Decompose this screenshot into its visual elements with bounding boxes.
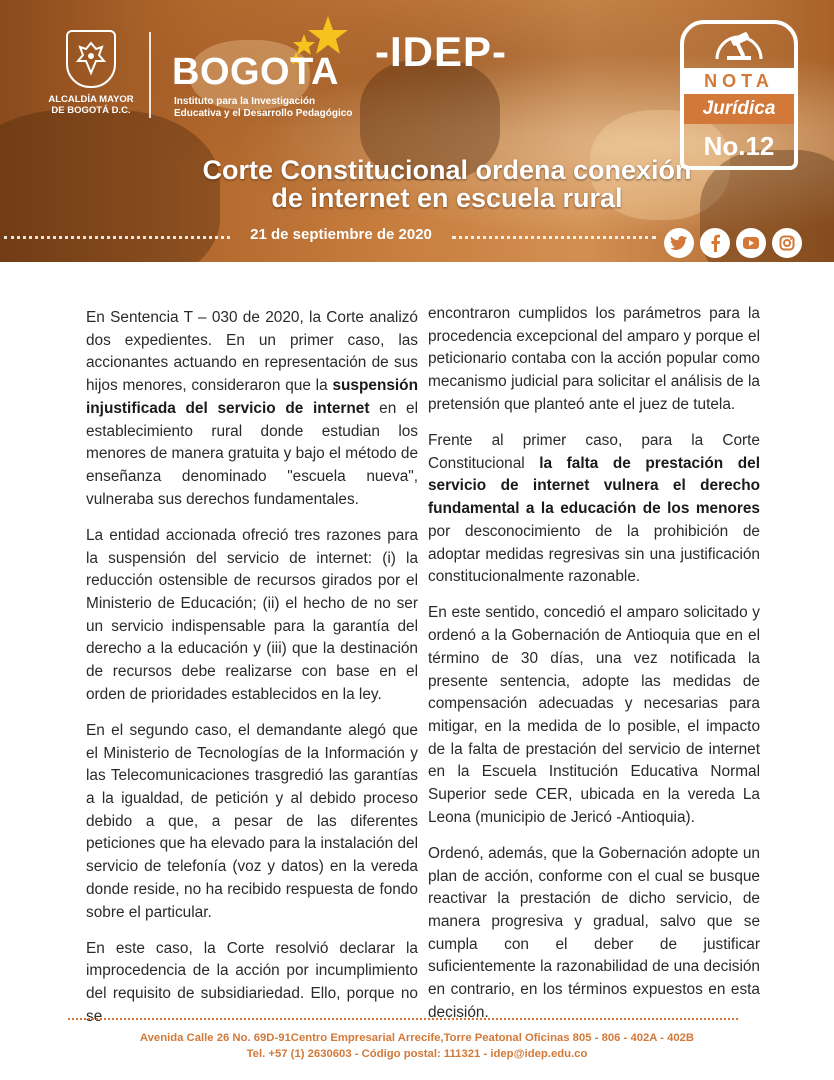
paragraph: [428, 303, 760, 417]
paragraph-text: En este caso, la Corte resolvió declarar la improcedencia de la acción por incumplimiento del requisito de subsidiariedad. Ello, porque no se: [86, 939, 418, 1025]
paragraph-emphasis: suspensión injustificada del servicio de internet: [86, 377, 418, 417]
idep-title: -IDEP-: [375, 28, 507, 75]
nota-number: No.12: [703, 131, 775, 161]
gavel-icon: [684, 24, 794, 68]
publication-date: 21 de septiembre de 2020: [250, 226, 432, 243]
paragraph: [86, 938, 418, 1029]
paragraph-emphasis: la falta de prestación del servicio de internet vulnera el derecho fundamental a la educación de los menores: [428, 454, 760, 518]
paragraph-text: Ordenó, además, que la Gobernación adopte un plan de acción, conforme con el cual se busque reactivar la prestación de dicho servicio, de manera progresiva y gradual, salvo que se cumpla con el deber de justificar suficientemente la razonabilidad de una decisión en contrario, en los términos expuestos en esta decisión.: [428, 844, 760, 1021]
right-column: [428, 303, 760, 1038]
paragraph-text: La entidad accionada ofreció tres razones para la suspensión del servicio de internet: (i) la reducción ostensible de recursos girados por el Ministerio de Educación; (ii) el hecho de no ser un servicio indispensable para la garantía del derecho a la educación y (iii) que la destinación de recursos debe realizarse con base en el orden de prioridades establecidos en la ley.: [86, 526, 418, 703]
alcaldia-line-2: DE BOGOTÁ D.C.: [51, 105, 131, 116]
paragraph-text: En Sentencia T – 030 de 2020, la Corte analizó dos expedientes. En un primer caso, las accionantes actuando en representación de sus hijos menores, consideraron que la: [86, 309, 418, 395]
date-divider-right: [452, 236, 656, 239]
paragraph: [428, 430, 760, 589]
alcaldia-line-1: ALCALDÍA MAYOR: [48, 94, 134, 105]
bogota-subtitle-line-1: Instituto para la Investigación: [174, 96, 316, 107]
nota-label: NOTA: [684, 68, 794, 94]
page-title-line-2: de internet en escuela rural: [271, 183, 623, 213]
coat-of-arms-icon: [66, 30, 116, 88]
paragraph: [86, 525, 418, 707]
date-divider-left: [4, 236, 230, 239]
header-banner: [0, 0, 834, 262]
youtube-icon[interactable]: [736, 228, 766, 258]
nota-juridica-badge: [680, 20, 798, 170]
paragraph-text: en el establecimiento rural donde estudian los menores de manera gratuita y bajo el método de enseñanza denominado "escuela nueva", vulneraba sus derechos fundamentales.: [86, 399, 418, 508]
alcaldia-logo: [36, 30, 146, 116]
left-column: [86, 307, 418, 1042]
paragraph: [428, 602, 760, 829]
footer-address: Avenida Calle 26 No. 69D-91Centro Empresarial Arrecife,Torre Peatonal Oficinas 805 - 806 - 402A - 402B: [139, 1032, 695, 1044]
juridica-label: Jurídica: [684, 94, 794, 124]
paragraph-text: por desconocimiento de la prohibición de adoptar medidas regresivas sin una justificación constitucionalmente razonable.: [428, 522, 760, 586]
facebook-icon[interactable]: [700, 228, 730, 258]
paragraph-text: En el segundo caso, el demandante alegó que el Ministerio de Tecnologías de la Información y las Telecomunicaciones trasgredió las garantías a la igualdad, de petición y al debido proceso debido a que, a pesar de las diferentes peticiones que ha elevado para la instalación del servicio de telefonía (voz y datos) en la vereda donde reside, no ha recibido respuesta de fondo sobre el particular.: [86, 721, 418, 921]
paragraph-text: encontraron cumplidos los parámetros para la procedencia excepcional del amparo y porque el peticionario contaba con la acción popular como mecanismo judicial para solicitar el análisis de la pretensión que planteó ante el juez de tutela.: [428, 305, 760, 413]
logo-divider: [149, 32, 151, 118]
footer-contact: Tel. +57 (1) 2630603 - Código postal: 111321 - idep@idep.edu.co: [246, 1048, 588, 1060]
bogota-subtitle: [174, 96, 374, 120]
bogota-subtitle-line-2: Educativa y el Desarrollo Pedagógico: [174, 108, 353, 119]
paragraph-text: En este sentido, concedió el amparo solicitado y ordenó a la Gobernación de Antioquia que en el término de 30 días, una vez notificada la presente sentencia, adopte las medidas de compensación adecuadas y necesarias para mitigar, en la medida de lo posible, el impacto de la falta de prestación del servicio de internet en la Escuela Institución Educativa Normal Superior sede CER, ubicada en la vereda La Leona (municipio de Jericó -Antioquia).: [428, 604, 760, 826]
instagram-icon[interactable]: [772, 228, 802, 258]
twitter-icon[interactable]: [664, 228, 694, 258]
paragraph-text: Frente al primer caso, para la Corte Constitucional: [428, 432, 760, 472]
bogota-wordmark: BOGOTA: [172, 51, 339, 93]
paragraph: [86, 720, 418, 924]
paragraph: [428, 843, 760, 1025]
footer-divider: [68, 1018, 738, 1020]
page-title-line-1: Corte Constitucional ordena conexión: [202, 155, 692, 185]
paragraph: [86, 307, 418, 511]
